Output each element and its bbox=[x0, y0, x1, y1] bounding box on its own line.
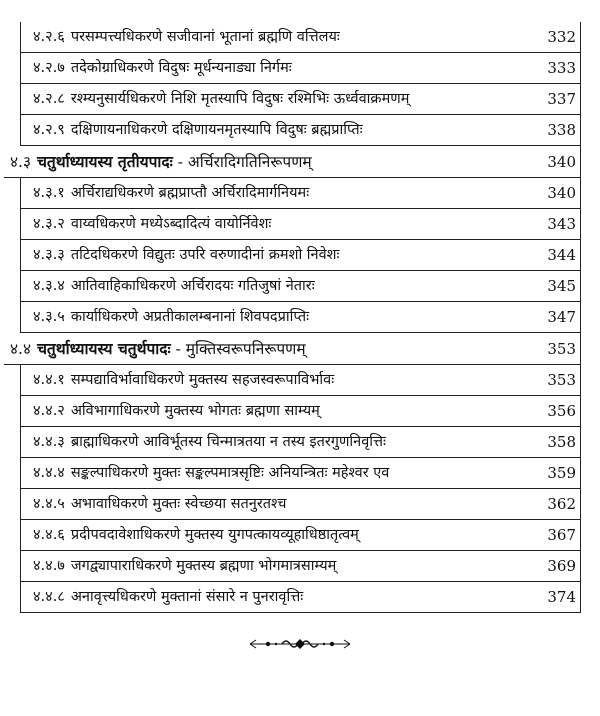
toc-entry-label bbox=[33, 466, 389, 481]
toc-page-number: 333 bbox=[547, 59, 576, 77]
toc-entry-title: अभावाधिकरणे मुक्तः स्वेच्छया सतनुरतश्च bbox=[70, 496, 287, 513]
decorative-ornament bbox=[248, 636, 352, 652]
toc-entry-label bbox=[33, 92, 409, 107]
toc-entry-title: तदेकोग्राधिकरणे विदुषः मूर्धन्यनाड्या निर्गमः bbox=[70, 60, 292, 77]
toc-entry-row bbox=[0, 84, 600, 115]
toc-entry-title: रश्म्यनुसार्यधिकरणे निशि मृतस्यापि विदुषः रश्मिभिः ऊर्ध्ववाक्रमणम् bbox=[70, 91, 410, 108]
toc-entry-row bbox=[0, 178, 600, 209]
toc-entry-row bbox=[0, 396, 600, 427]
toc-entry-number: ४.२.७ bbox=[33, 60, 65, 77]
right-border bbox=[580, 146, 581, 178]
toc-entry-number: ४.३.२ bbox=[33, 216, 65, 233]
toc-entry-row bbox=[0, 209, 600, 240]
right-border bbox=[580, 489, 581, 520]
toc-entry-title: तटिदधिकरणे विद्युतः उपरि वरुणादीनां क्रमशो निवेशः bbox=[70, 247, 340, 264]
toc-section-heading: चतुर्थाध्यायस्य तृतीयपादः bbox=[37, 151, 173, 171]
toc-entry-number: ४.३.४ bbox=[33, 278, 65, 295]
toc-entry-row bbox=[0, 520, 600, 551]
toc-entry-title: सम्पद्याविर्भावाधिकरणे मुक्तस्य सहजस्वरूपाविर्भावः bbox=[70, 372, 335, 389]
toc-entry-row bbox=[0, 365, 600, 396]
left-border bbox=[20, 209, 21, 240]
toc-entry-title: कार्याधिकरणे अप्रतीकालम्बनानां शिवपदप्राप्तिः bbox=[70, 309, 310, 326]
toc-page-number: 338 bbox=[547, 121, 576, 139]
toc-entry-row bbox=[0, 427, 600, 458]
toc-entry-number: ४.३.३ bbox=[33, 247, 65, 264]
toc-entry-title: प्रदीपवदावेशाधिकरणे मुक्तस्य युगपत्कायव्यूहाधिष्ठातृत्वम् bbox=[70, 527, 359, 544]
toc-entry-title: परसम्पत्त्यधिकरणे सजीवानां भूतानां ब्रह्मणि वत्तिलयः bbox=[70, 29, 340, 46]
toc-entry-label bbox=[33, 404, 320, 419]
toc-entry-row bbox=[0, 458, 600, 489]
toc-page-number: 367 bbox=[547, 526, 576, 544]
toc-page-number: 337 bbox=[547, 90, 576, 108]
toc-entry-title: ब्राह्माधिकरणे आविर्भूतस्य चिन्मात्रतया न तस्य इतरगुणनिवृत्तिः bbox=[70, 434, 386, 451]
toc-entry-title: अविभागाधिकरणे मुक्तस्य भोगतः ब्रह्मणा साम्यम् bbox=[70, 403, 320, 420]
toc-entry-number: ४.४.३ bbox=[33, 434, 65, 451]
left-border bbox=[20, 582, 21, 613]
toc-entry-number: ४.४.४ bbox=[33, 465, 65, 482]
left-border bbox=[20, 365, 21, 396]
toc-page-number: 358 bbox=[547, 433, 576, 451]
toc-entry-number: ४.४ bbox=[10, 339, 32, 358]
right-border bbox=[580, 365, 581, 396]
toc-entry-row bbox=[0, 53, 600, 84]
right-border bbox=[580, 333, 581, 365]
toc-entry-row bbox=[0, 582, 600, 613]
toc-entry-label bbox=[33, 528, 359, 543]
toc-entry-label bbox=[33, 435, 386, 450]
right-border bbox=[580, 22, 581, 53]
right-border bbox=[580, 84, 581, 115]
toc-entry-label bbox=[33, 559, 336, 574]
toc-entry-title: दक्षिणायनाधिकरणे दक्षिणायनमृतस्यापि विदुषः ब्रह्मप्राप्तिः bbox=[70, 122, 363, 139]
right-border bbox=[580, 582, 581, 613]
toc-page-number: 340 bbox=[547, 184, 576, 202]
toc-entry-label bbox=[33, 61, 292, 76]
left-border bbox=[20, 53, 21, 84]
left-border bbox=[20, 240, 21, 271]
toc-page-number: 345 bbox=[547, 277, 576, 295]
right-border bbox=[580, 551, 581, 582]
toc-entry-number: ४.४.१ bbox=[33, 372, 65, 389]
toc-entry-row bbox=[0, 22, 600, 53]
toc-page-number: 359 bbox=[547, 464, 576, 482]
toc-entry-row bbox=[0, 551, 600, 582]
toc-entry-title: अनावृत्त्यधिकरणे मुक्तानां संसारे न पुनरावृत्तिः bbox=[70, 589, 304, 606]
row-divider bbox=[20, 612, 580, 613]
toc-entry-label bbox=[10, 151, 312, 171]
toc-entry-number: ४.३.१ bbox=[33, 185, 65, 202]
toc-entry-number: ४.२.६ bbox=[33, 29, 65, 46]
toc-entry-label bbox=[33, 310, 309, 325]
toc-page-number: 332 bbox=[547, 28, 576, 46]
toc-entry-row bbox=[0, 302, 600, 333]
toc-entry-number: ४.४.२ bbox=[33, 403, 65, 420]
left-border bbox=[20, 178, 21, 209]
toc-entry-row bbox=[0, 115, 600, 146]
toc-entry-label bbox=[33, 30, 340, 45]
right-border bbox=[580, 115, 581, 146]
toc-page-number: 343 bbox=[547, 215, 576, 233]
toc-entry-title: अर्चिराद्यधिकरणे ब्रह्मप्राप्तौ अर्चिरादिमार्गनियमः bbox=[70, 185, 310, 202]
toc-entry-label bbox=[33, 217, 271, 232]
toc-page-number: 353 bbox=[547, 371, 576, 389]
toc-page-number: 340 bbox=[547, 152, 576, 171]
toc-page-number: 353 bbox=[547, 339, 576, 358]
left-border bbox=[20, 551, 21, 582]
toc-section-heading: चतुर्थाध्यायस्य चतुर्थपादः bbox=[37, 338, 171, 358]
toc-page-number: 369 bbox=[547, 557, 576, 575]
toc-entry-label bbox=[33, 279, 315, 294]
toc-page-number: 356 bbox=[547, 402, 576, 420]
right-border bbox=[580, 520, 581, 551]
toc-entry-title: वाय्वधिकरणे मध्येऽब्दादित्यं वायोर्निवेशः bbox=[70, 216, 272, 233]
right-border bbox=[580, 458, 581, 489]
toc-entry-label bbox=[33, 590, 303, 605]
toc-page-number: 374 bbox=[547, 588, 576, 606]
toc-entry-number: ४.४.६ bbox=[33, 527, 65, 544]
left-border bbox=[20, 489, 21, 520]
right-border bbox=[580, 302, 581, 333]
toc-entry-label bbox=[33, 497, 286, 512]
right-border bbox=[580, 271, 581, 302]
toc-entry-title: सङ्कल्पाधिकरणे मुक्तः सङ्कल्पमात्रसृष्टिः अनियन्त्रितः महेश्वर एव bbox=[70, 465, 390, 482]
right-border bbox=[580, 396, 581, 427]
right-border bbox=[580, 240, 581, 271]
left-border bbox=[20, 396, 21, 427]
toc-section-row bbox=[0, 333, 600, 365]
left-border bbox=[20, 271, 21, 302]
left-border bbox=[20, 427, 21, 458]
left-border bbox=[20, 115, 21, 146]
table-of-contents bbox=[0, 22, 600, 613]
toc-entry-number: ४.३ bbox=[10, 152, 32, 171]
toc-entry-label bbox=[33, 186, 309, 201]
toc-page-number: 362 bbox=[547, 495, 576, 513]
toc-entry-label bbox=[10, 338, 306, 358]
toc-entry-row bbox=[0, 489, 600, 520]
toc-entry-number: ४.२.९ bbox=[33, 122, 65, 139]
toc-entry-number: ४.४.७ bbox=[33, 558, 65, 575]
toc-entry-number: ४.४.८ bbox=[33, 589, 65, 606]
toc-entry-label bbox=[33, 123, 363, 138]
toc-entry-row bbox=[0, 271, 600, 302]
toc-page-number: 344 bbox=[547, 246, 576, 264]
right-border bbox=[580, 53, 581, 84]
toc-entry-title: जगद्व्यापाराधिकरणे मुक्तस्य ब्रह्मणा भोगमात्रसाम्यम् bbox=[70, 558, 337, 575]
toc-page-number: 347 bbox=[547, 308, 576, 326]
right-border bbox=[580, 209, 581, 240]
left-border bbox=[20, 22, 21, 53]
toc-entry-title: - अर्चिरादिगतिनिरूपणम् bbox=[177, 152, 312, 171]
left-border bbox=[20, 458, 21, 489]
toc-entry-title: आतिवाहिकाधिकरणे अर्चिरादयः गतिजुषां नेतारः bbox=[70, 278, 315, 295]
toc-entry-number: ४.३.५ bbox=[33, 309, 65, 326]
toc-entry-label bbox=[33, 248, 339, 263]
left-border bbox=[20, 84, 21, 115]
left-border bbox=[20, 520, 21, 551]
toc-entry-number: ४.४.५ bbox=[33, 496, 65, 513]
toc-entry-row bbox=[0, 240, 600, 271]
toc-entry-title: - मुक्तिस्वरूपनिरूपणम् bbox=[175, 339, 306, 358]
toc-entry-number: ४.२.८ bbox=[33, 91, 65, 108]
right-border bbox=[580, 178, 581, 209]
left-border bbox=[20, 302, 21, 333]
right-border bbox=[580, 427, 581, 458]
toc-entry-label bbox=[33, 373, 334, 388]
toc-section-row bbox=[0, 146, 600, 178]
